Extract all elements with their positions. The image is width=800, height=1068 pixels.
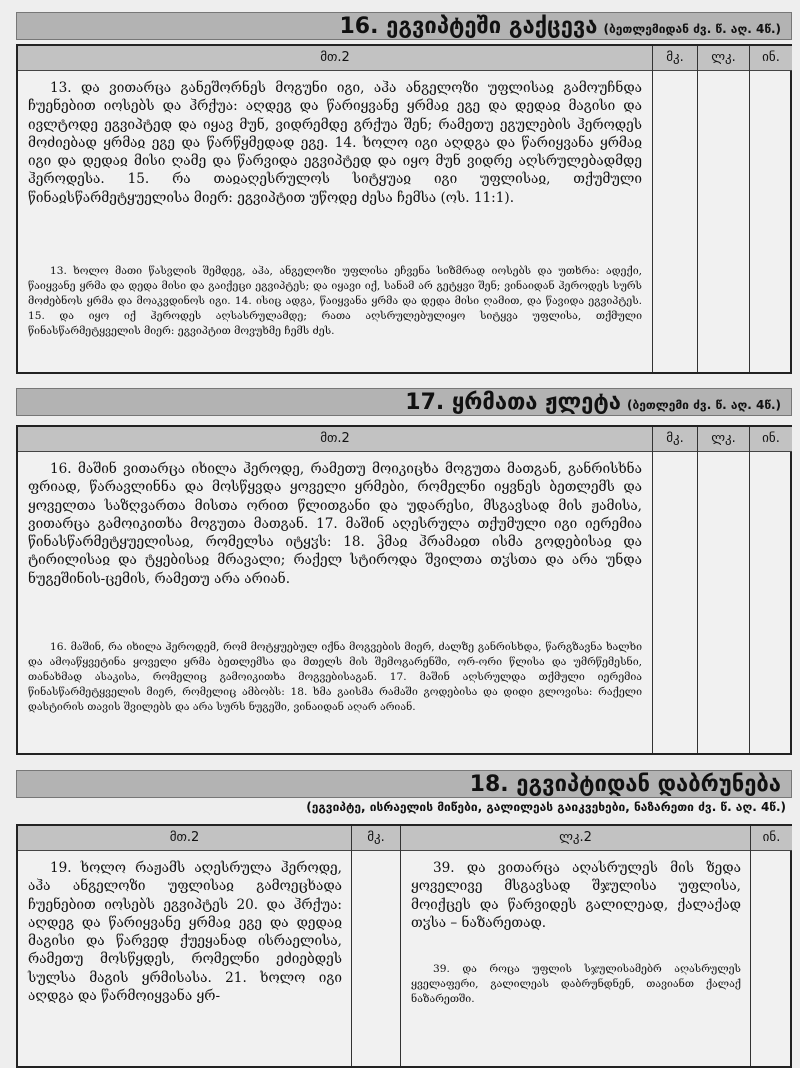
section-heading: 17. ყრმათა ჟლეტა (405, 390, 621, 415)
column-header-mark: მკ. (352, 826, 400, 851)
section-table (16, 425, 792, 755)
luke-text: 39. და ვითარცა აღასრულეს მის ზედა ყოველივე მსგავსად შჯულისა უფლისა, მოიქცეს და წარვიდეს გალილეად, ქალაქად თჳსა – ნაზარეთად. (411, 860, 741, 931)
section-header-bar (16, 388, 792, 416)
section-title (340, 14, 782, 39)
column-divider (750, 826, 751, 1066)
matthew-text: 13. და ვითარცა განეშორნეს მოგუნი იგი, აჰა ანგელოზი უფლისაჲ გამოუჩნდა ჩუენებით იოსებს და ჰრქუა: აღდეგ და წარიყვანე ყრმაჲ ეგე და დედაჲ მაგისი და ივლტოდე ეგვიპტედ და იყავ მუნ, ვიდრემდე გრქუა შენ; რამეთუ ეგულების ჰეროდეს მოძიებად ყრმაჲ ეგე და წარწყმედად ეგე. 14. ხოლო იგი აღდგა და წარიყვანა ყრმაჲ იგი და დედაჲ მისი ღამე და წარვიდა ეგვიპტედ და იყო მუნ ვიდრე აღსრულებადმდე ჰეროდესა. 15. რა თაჲაღესრულოს სიტყუაჲ იგი უფლისაჲ, თქუმული წინაჲსწარმეტყუელისა მიერ: ეგვიპტით უწოდე ძესა ჩემსა (ოს. 11:1). (28, 80, 642, 206)
matthew-translation: 13. ხოლო მათი წასვლის შემდეგ, აჰა, ანგელოზი უფლისა ეჩვენა სიზმრად იოსებს და უთხრა: ადექი, წაიყვანე ყრმა და დედა მისი და გაიქეცი ეგვიპტეს; და იყავი იქ, სანამ არ გეტყვი შენ; ვინაიდან ჰეროდეს სურს მოძებნოს ყრმა და მოაკვდინოს იგი. 14. ისიც ადგა, წაიყვანა ყრმა და დედა მისი ღამით, და წავიდა ეგვიპტეს. 15. და იყო იქ ჰეროდეს აღსასრულამდე; რათა აღსრულებულიყო სიტყვა უფლისა, თქმული წინასწარმეტყველის მიერ: ეგვიპტით მოვუხმე ჩემს ძეს. (28, 265, 642, 337)
column-header-luke: ლკ. (698, 46, 749, 71)
column-header-john: ინ. (751, 826, 792, 851)
column-divider (697, 46, 698, 372)
section-subtitle: (ბეთლემიდან ძვ. წ. აღ. 4წ.) (603, 22, 781, 36)
section-heading: 16. ეგვიპტეში გაქცევა (339, 14, 598, 39)
section-header-bar (16, 12, 792, 40)
section-subtitle: (ეგვიპტე, ისრაელის მიწები, გალილეას გაიკვეხები, ნაზარეთი ძვ. წ. აღ. 4წ.) (306, 800, 786, 814)
column-divider (697, 427, 698, 753)
section-subtitle: (ბეთლემი ძვ. წ. აღ. 4წ.) (626, 398, 781, 412)
matthew-text: 19. ხოლო რაჟამს აღესრულა ჰეროდე, აჰა ანგელოზი უფლისაჲ გამოეცხადა ჩუენებით იოსებს ეგვიპტეს 20. და ჰრქუა: აღდეგ და წარიყვანე ყრმაჲ ეგე და დედაჲ მაგისი და წარვედ ქუეყანად ისრაელისა, რამეთუ მოსწყდეს, რომელნი ეძიებდეს სულსა მაგის ყრმისასა. 21. ხოლო იგი აღდგა და წარმოიყვანა ყრ- (28, 860, 342, 1005)
matthew-translation: 16. მაშინ, რა იხილა ჰეროდემ, რომ მოტყუებულ იქნა მოგვების მიერ, ძალზე განრისხდა, წარგზავნა ხალხი და ამოაწყვეტინა ყოველი ყრმა ბეთლემსა და მთელს მის შემოგარენში, ორ-ორი წლისა და უმრწემესნი, თანახმად ასაკისა, რომელიც გამოიკითხა მოგვებისაგან. 17. მაშინ აღსრულდა თქმული იერემია წინასწარმეტყველის მიერ, რომელიც ამბობს: 18. ხმა გაისმა რამაში გოდებისა და დიდი გლოვისა: რაქელი დასტირის თავის შვილებს და არა სურს ნუგეში, ვინაიდან აღარ არიან. (28, 641, 642, 713)
luke-translation: 39. და როცა უფლის სჯულისამებრ აღასრულეს ყველაფერი, გალილეას დაბრუნდნენ, თავიანთ ქალაქ ნაზარეთში. (411, 963, 741, 1005)
section-header-bar (16, 770, 792, 798)
column-divider (400, 826, 401, 1066)
column-divider (351, 826, 352, 1066)
column-header-mark: მკ. (653, 46, 697, 71)
column-header-matthew: მთ.2 (18, 46, 652, 71)
column-header-mark: მკ. (653, 427, 697, 452)
section-table (16, 44, 792, 374)
column-divider (652, 46, 653, 372)
column-header-matthew: მთ.2 (18, 427, 652, 452)
column-header-john: ინ. (750, 427, 792, 452)
section-title (405, 390, 781, 415)
section-title (470, 772, 781, 797)
column-header-luke: ლკ.2 (401, 826, 750, 851)
section-heading: 18. ეგვიპტიდან დაბრუნება (469, 772, 781, 797)
matthew-text: 16. მაშინ ვითარცა იხილა ჰეროდე, რამეთუ მოიკიცხა მოგუთა მათგან, განრისხნა ფრიად, წარავლინნა და მოსწყვდა ყოველი ყრმები, რომელნი იყვნეს ბეთლემს და ყოველთა საზღვართა მისთა ორით წლითგანი და უდარესი, მსგავსად მის ჟამისა, ვითარცა გამოიკითხა მოგუთა მათგან. 17. მაშინ აღესრულა თქუმული იგი იერემია წინასწარმეტყუელისაჲ, რომელსა იტყჳს: 18. ჴმაჲ ჰრამაჲთ ისმა გოდებისაჲ და ტირილისაჲ და ტყებისაჲ მრავალი; რაქელ სტიროდა შვილთა თჳსთა და არა უნდა ნუგეშინის-ცემის, რამეთუ არა არიან. (28, 461, 642, 587)
column-header-john: ინ. (750, 46, 792, 71)
section-table (16, 824, 792, 1068)
column-divider (749, 427, 750, 753)
column-header-matthew: მთ.2 (18, 826, 351, 851)
column-header-luke: ლკ. (698, 427, 749, 452)
column-divider (749, 46, 750, 372)
column-divider (652, 427, 653, 753)
